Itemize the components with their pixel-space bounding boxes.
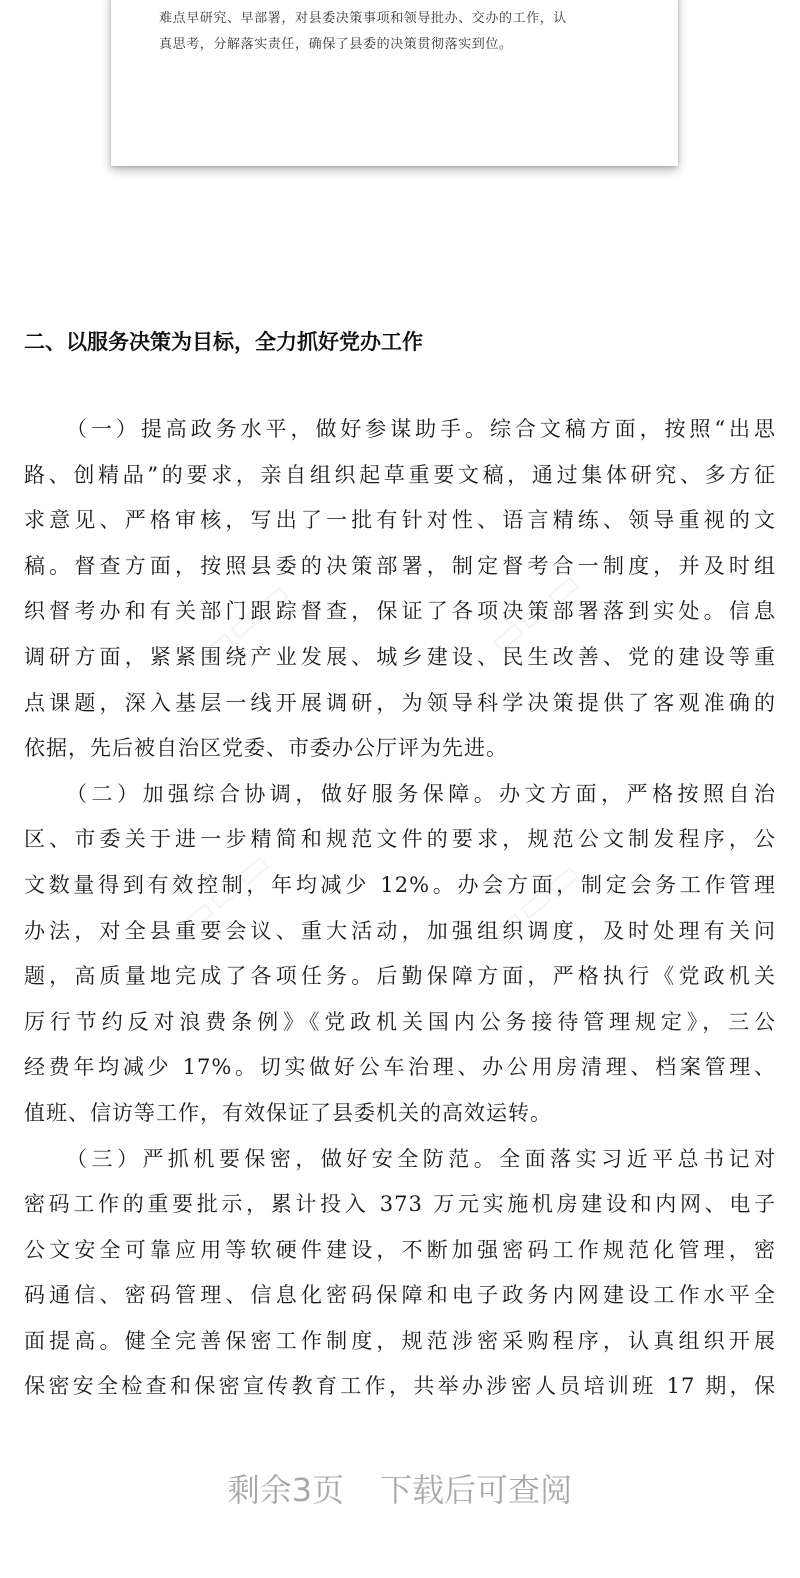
paragraph-line: 题，高质量地完成了各项任务。后勤保障方面，严格执行《党政机关: [24, 964, 776, 989]
paragraph-line: 求意见、严格审核，写出了一批有针对性、语言精练、领导重视的文: [24, 508, 776, 533]
paragraph-line: 点课题，深入基层一线开展调研，为领导科学决策提供了客观准确的: [24, 690, 776, 715]
paragraph-line: 调研方面，紧紧围绕产业发展、城乡建设、民生改善、党的建设等重: [24, 644, 776, 669]
paragraph-line: 面提高。健全完善保密工作制度，规范涉密采购程序，认真组织开展: [24, 1328, 776, 1353]
download-hint-label: 下载后可查阅: [380, 1471, 573, 1509]
paragraph-line: 保密安全检查和保密宣传教育工作，共举办涉密人员培训班 17 期，保: [24, 1374, 776, 1399]
paragraph-line: 经费年均减少 17%。切实做好公车治理、办公用房清理、档案管理、: [24, 1055, 776, 1080]
download-prompt[interactable]: [0, 1466, 800, 1514]
previous-page-card: [111, 0, 678, 166]
paragraph-line: 厉行节约反对浪费条例》《党政机关国内公务接待管理规定》，三公: [24, 1009, 776, 1034]
paragraph-line: 稿。督查方面，按照县委的决策部署，制定督考合一制度，并及时组: [24, 553, 776, 578]
paragraph-line: 织督考办和有关部门跟踪督查，保证了各项决策部署落到实处。信息: [24, 599, 776, 624]
paragraph-line: 密码工作的重要批示，累计投入 373 万元实施机房建设和内网、电子: [24, 1192, 776, 1217]
paragraph-line: 依据，先后被自治区党委、市委办公厅评为先进。: [24, 736, 508, 761]
section-body: [24, 407, 776, 1410]
paragraph-line: （二）加强综合协调，做好服务保障。办文方面，严格按照自治: [66, 781, 776, 806]
paragraph-line: 区、市委关于进一步精简和规范文件的要求，规范公文制发程序，公: [24, 827, 776, 852]
paragraph-line: 码通信、密码管理、信息化密码保障和电子政务内网建设工作水平全: [24, 1283, 776, 1308]
paragraph-line: 公文安全可靠应用等软硬件建设，不断加强密码工作规范化管理，密: [24, 1237, 776, 1262]
previous-page-line: 难点早研究、早部署，对县委决策事项和领导批办、交办的工作，认: [159, 11, 568, 26]
previous-page-text: [159, 6, 639, 58]
paragraph-line: 路、创精品”的要求，亲自组织起草重要文稿，通过集体研究、多方征: [24, 462, 776, 487]
paragraph-line: （一）提高政务水平，做好参谋助手。综合文稿方面，按照“出思: [66, 417, 776, 441]
section-heading: 二、以服务决策为目标，全力抓好党办工作: [24, 330, 423, 354]
remaining-pages-label: 剩余3页: [227, 1471, 345, 1509]
paragraph-line: 值班、信访等工作，有效保证了县委机关的高效运转。: [24, 1100, 552, 1125]
paragraph-line: 办法，对全县重要会议、重大活动，加强组织调度，及时处理有关问: [24, 918, 776, 943]
paragraph-line: （三）严抓机要保密，做好安全防范。全面落实习近平总书记对: [66, 1146, 776, 1171]
previous-page-line: 真思考，分解落实责任，确保了县委的决策贯彻落实到位。: [159, 37, 513, 52]
paragraph-line: 文数量得到有效控制，年均减少 12%。办会方面，制定会务工作管理: [24, 872, 776, 897]
